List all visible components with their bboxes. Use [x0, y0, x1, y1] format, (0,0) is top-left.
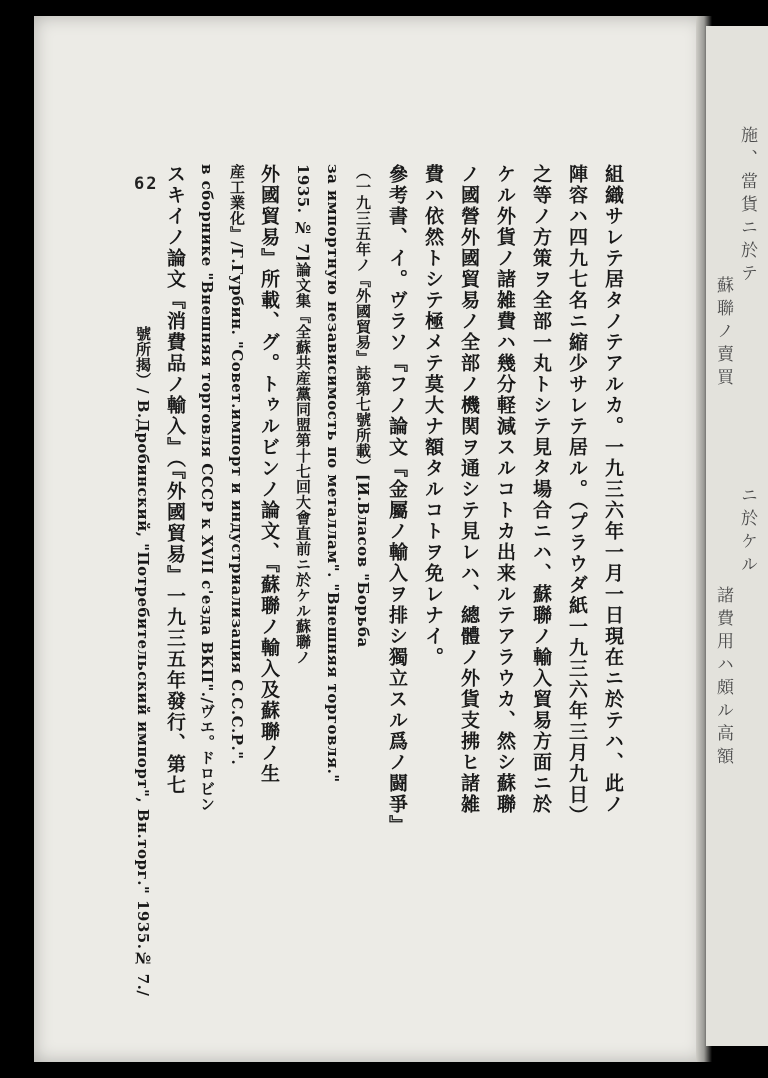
text-column-7: 參考書、イ。ヴラソ『フノ論文『金屬ノ輸入ヲ排シ獨立スル爲ノ闘爭』: [386, 164, 408, 836]
edge-text-column-3: ニ於ケル: [737, 486, 757, 578]
text-column-4: ケル外貨ノ諸雑費ハ幾分軽減スルコトカ出来ルテアラウカ、然シ蘇聯: [494, 164, 516, 815]
text-column-1: 組織サレテ居タノテアルカ。一九三六年一月一日現在ニ於テハ、此ノ: [602, 164, 624, 815]
text-column-15: 號所揭）/ В.Дробинский, "Потребительский импорт", Вн.торг." 1935.№ 7./: [134, 326, 152, 997]
text-column-12: 産工業化』/Г.Гурбин. "Совет.импорт и индустриализация С.С.С.Р.".: [228, 164, 246, 766]
text-column-8: （一九三五年ノ『外國貿易』誌第七號所載）[И.Власов "Борьба: [354, 164, 372, 648]
text-column-10: 1935. № 7]論文集『全蘇共産黨同盟第十七回大會直前ニ於ケル蘇聯ノ: [294, 164, 312, 665]
text-column-6: 費ハ依然トシテ極メテ莫大ナ額タルコトヲ免レナイ。: [422, 164, 444, 668]
text-column-2: 陣容ハ四九七名ニ縮少サレテ居ル。（プラウダ紙一九三六年三月九日）: [566, 164, 588, 827]
text-column-13: в сборнике "Внешняя торговля СССР к XVII с'езда ВКП"./ヴエ。ドロビン: [198, 164, 216, 812]
edge-text-column-1: 施、當貨ニ於テ: [737, 126, 757, 287]
edge-text-column-2: 蘇聯ノ賣買: [713, 276, 733, 391]
adjacent-page-edge: [706, 26, 768, 1046]
text-column-11: 外國貿易』所載、グ。トゥルビンノ論文、『蘇聯ノ輸入及蘇聯ノ生: [258, 164, 280, 785]
text-column-3: 之等ノ方策ヲ全部一丸トシテ見タ場合ニハ、蘇聯ノ輸入貿易方面ニ於: [530, 164, 552, 815]
text-column-9: за импортную независимость по металлам". "Внешняя торговля.": [324, 164, 342, 783]
edge-text-column-4: 諸費用ハ頗ル高額: [713, 586, 733, 770]
document-page: [34, 16, 704, 1062]
text-column-14: スキイノ論文『消費品ノ輸入』（『外國貿易』一九三五年發行、第七: [164, 164, 186, 796]
text-column-5: ノ國營外國貿易ノ全部ノ機関ヲ通シテ見レハ、總體ノ外貨支拂ヒ諸雑: [458, 164, 480, 815]
page-number: 62: [134, 174, 159, 194]
